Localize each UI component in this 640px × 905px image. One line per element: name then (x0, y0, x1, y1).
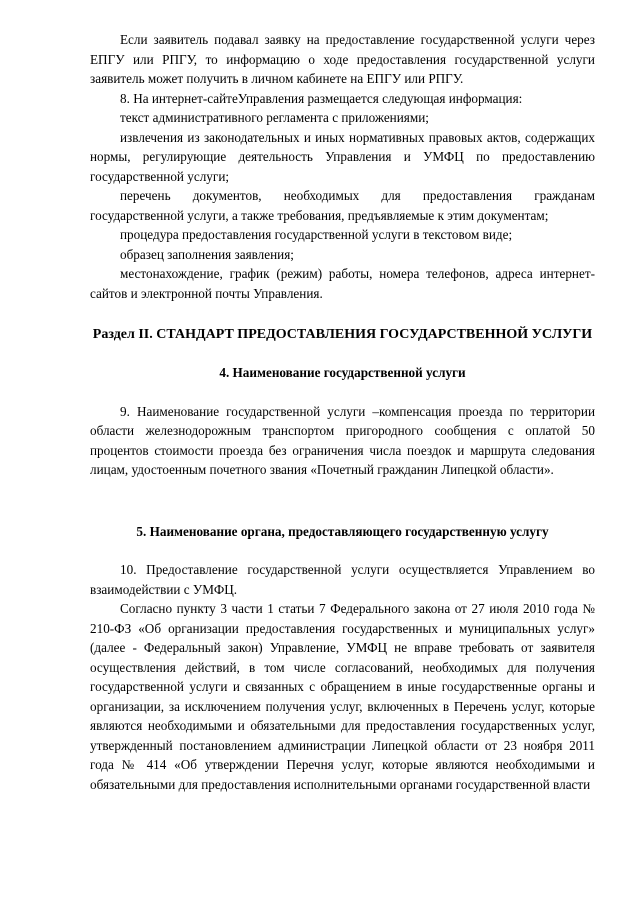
list-item: текст административного регламента с приложениями; (120, 110, 429, 125)
list-item: местонахождение, график (режим) работы, номера телефонов, адреса интернет-сайтов и электронной почты Управления. (90, 266, 595, 301)
paragraph-10: 10. Предоставление государственной услуги осуществляется Управлением во взаимодействии с УМФЦ. (90, 562, 595, 597)
list-item: перечень документов, необходимых для предоставления гражданам государственной услуги, а также требования, предъявляемые к этим документам; (90, 188, 595, 223)
document-page (90, 30, 595, 794)
heading-4: 4. Наименование государственной услуги (219, 365, 466, 380)
section-title: Раздел II. СТАНДАРТ ПРЕДОСТАВЛЕНИЯ ГОСУДАРСТВЕННОЙ УСЛУГИ (92, 327, 593, 342)
paragraph-8: 8. На интернет-сайтеУправления размещается следующая информация: (120, 90, 523, 106)
list-item: процедура предоставления государственной услуги в текстовом виде; (120, 227, 513, 242)
heading-5: 5. Наименование органа, предоставляющего государственную услугу (136, 523, 549, 539)
paragraph-federal-law: Согласно пункту 3 части 1 статьи 7 Федерального закона от 27 июля 2010 года № 210-ФЗ «Об организации предоставления государственных и муниципальных услуг» (далее - Федеральный закон) Управление, УМФЦ не вправе требовать от заявителя осуществления действий, в том числе согласований, необходимых для получения государственной услуги и связанных с обращением в иные государственные органы и организации, за исключением получения услуг, включенных в Перечень услуг, которые являются необходимыми и обязательными для предоставления государственных услуг, утвержденный постановлением администрации Липецкой области от 23 ноября 2011 года № 414 «Об утверждении Перечня услуг, которые являются необходимыми и обязательными для предоставления исполнительными органами государственной власти (90, 601, 595, 792)
paragraph-9: 9. Наименование государственной услуги –компенсация проезда по территории области железнодорожным транспортом пригородного сообщения с оплатой 50 процентов стоимости проезда без ограничения числа поездок и маршрута следования лицам, удостоенным почетного звания «Почетный гражданин Липецкой области». (90, 403, 595, 477)
list-item: образец заполнения заявления; (120, 246, 294, 262)
list-item: извлечения из законодательных и иных нормативных правовых актов, содержащих нормы, регулирующие деятельность Управления и УМФЦ по предоставлению государственной услуги; (90, 129, 595, 184)
paragraph-epgu: Если заявитель подавал заявку на предоставление государственной услуги через ЕПГУ или РПГУ, то информацию о ходе предоставления государственной услуги заявитель может получить в личном кабинете на ЕПГУ или РПГУ. (90, 32, 595, 86)
